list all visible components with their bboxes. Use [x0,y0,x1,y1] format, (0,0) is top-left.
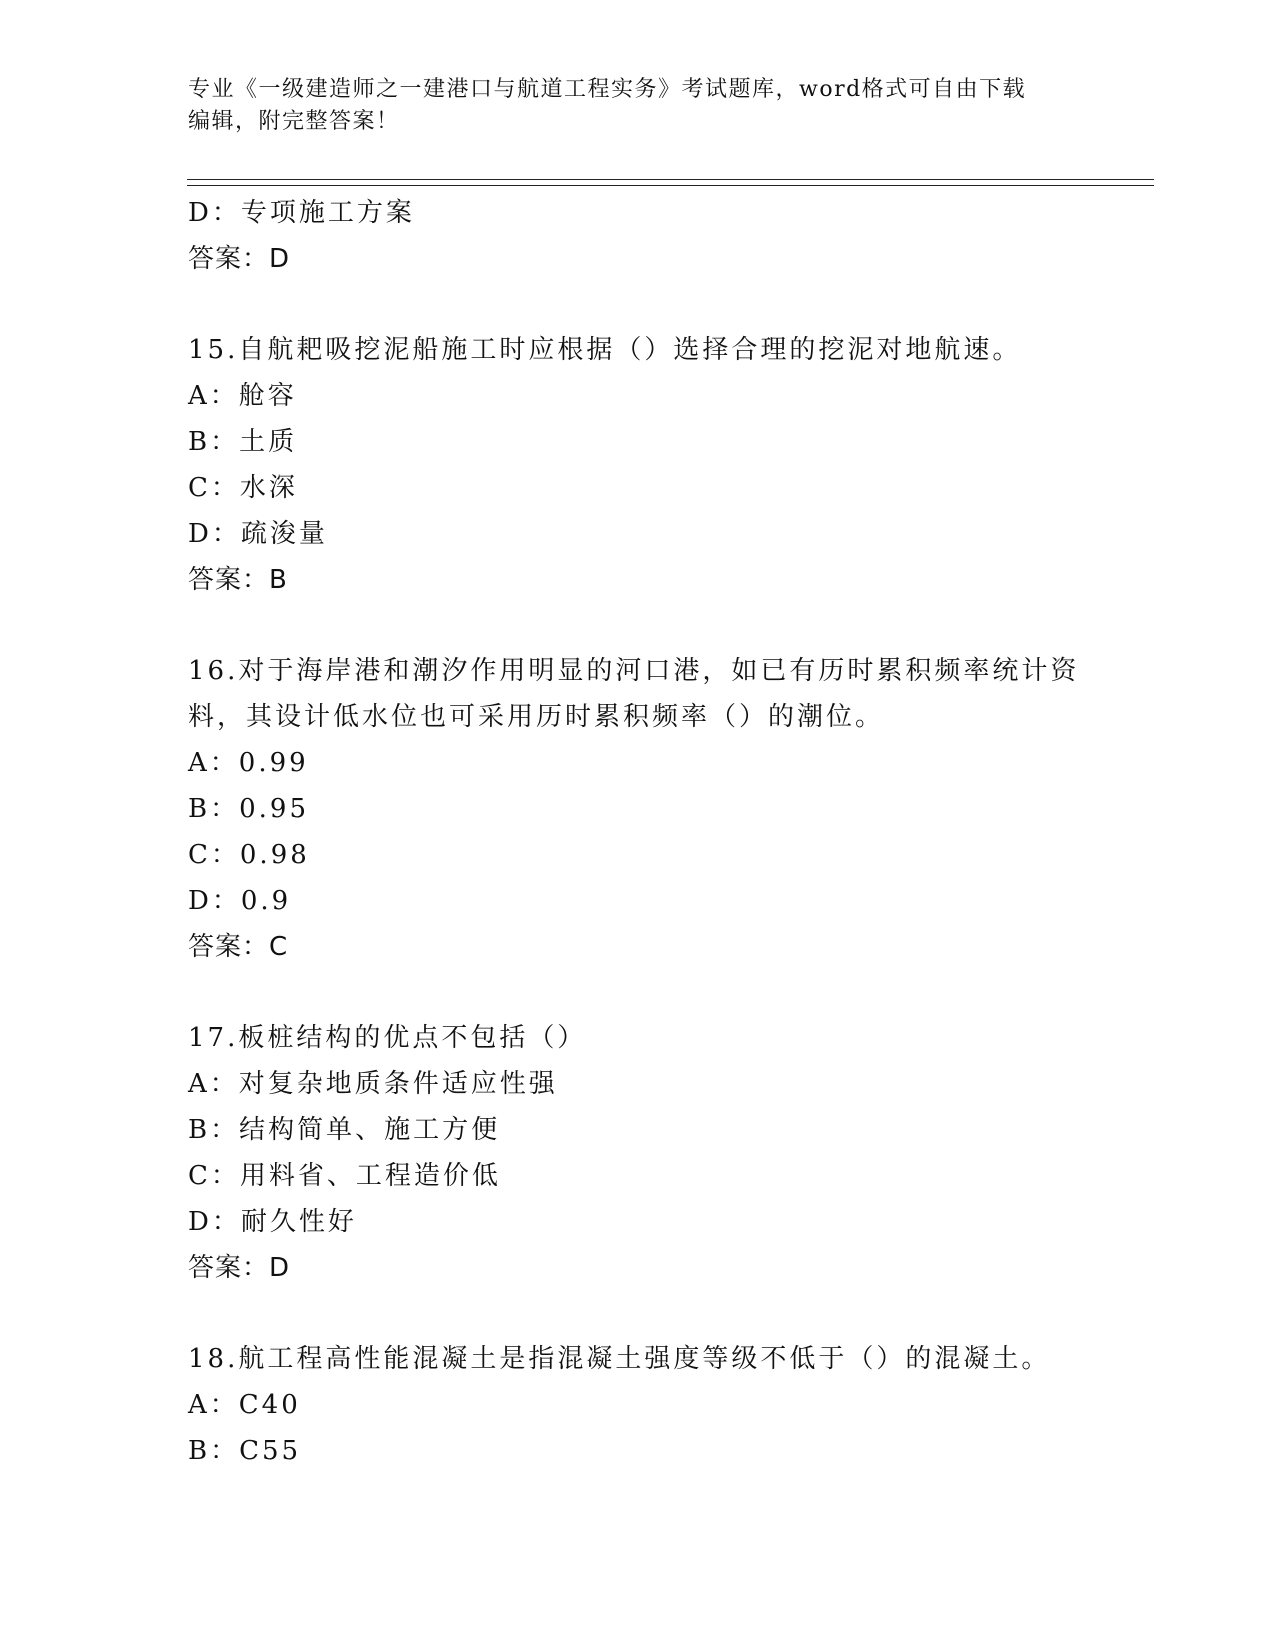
document-body [188,190,1088,1474]
header-divider [187,179,1154,186]
option-b: B：结构简单、施工方便 [188,1115,501,1145]
option-b: B：C55 [188,1436,302,1466]
question-block [188,648,1088,970]
spacer [188,970,1088,1015]
answer-line: 答案：B [188,565,288,595]
question-text: 17.板桩结构的优点不包括（） [188,1023,587,1053]
spacer [188,603,1088,648]
option-d: D：疏浚量 [188,519,328,549]
option-b: B：土质 [188,427,298,457]
answer-line: 答案：D [188,1253,291,1283]
answer-line: 答案：C [188,932,289,962]
option-a: A：舱容 [188,381,297,411]
option-a: A：0.99 [188,748,309,778]
header-line-1: 专业《一级建造师之一建港口与航道工程实务》考试题库，word格式可自由下载 [188,77,1027,102]
option-d: D：专项施工方案 [188,198,415,228]
question-text: 15.自航耙吸挖泥船施工时应根据（）选择合理的挖泥对地航速。 [188,335,1022,365]
answer-line: 答案：D [188,244,291,274]
question-text: 16.对于海岸港和潮汐作用明显的河口港，如已有历时累积频率统计资 [188,656,1080,686]
question-block [188,1015,1088,1291]
question-text-continued: 料，其设计低水位也可采用历时累积频率（）的潮位。 [188,702,885,732]
option-a: A：C40 [188,1390,301,1420]
option-c: C：0.98 [188,840,310,870]
option-b: B：0.95 [188,794,309,824]
question-block [188,327,1088,603]
option-a: A：对复杂地质条件适应性强 [188,1069,558,1099]
option-c: C：用料省、工程造价低 [188,1161,501,1191]
question-block [188,1336,1088,1474]
option-d: D：0.9 [188,886,292,916]
option-d: D：耐久性好 [188,1207,357,1237]
option-c: C：水深 [188,473,298,503]
question-text: 18.航工程高性能混凝土是指混凝土强度等级不低于（）的混凝土。 [188,1344,1051,1374]
spacer [188,1291,1088,1336]
spacer [188,282,1088,327]
document-header [188,74,1088,138]
header-line-2: 编辑，附完整答案！ [188,109,400,134]
